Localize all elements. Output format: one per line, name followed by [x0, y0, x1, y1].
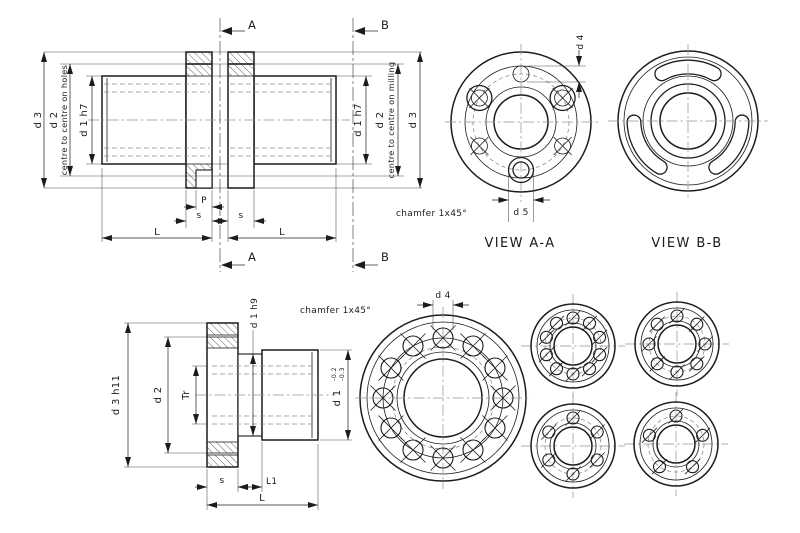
dim-label-d1-tol-lower: -0.3	[338, 367, 346, 381]
view-aa	[445, 34, 599, 251]
bottom-nut-body	[262, 350, 318, 440]
dim-label-s-right: s	[238, 211, 244, 221]
flange-variant-6-holes	[521, 394, 625, 498]
view-bb	[608, 44, 768, 251]
chamfer-note-bottom: chamfer 1x45°	[300, 306, 372, 316]
section-label-b-top: B	[381, 18, 390, 32]
dim-label-d3-right: d 3	[408, 111, 419, 129]
top-assembly-section-view	[33, 18, 467, 272]
dim-label-l1: L1	[266, 477, 278, 487]
section-label-b-bottom: B	[381, 250, 390, 264]
dim-label-d5: d 5	[513, 208, 529, 218]
dim-label-tr: Tr	[181, 390, 192, 400]
section-label-a-top: A	[248, 18, 257, 32]
dim-label-d2-right: d 2	[375, 111, 386, 129]
view-aa-title: VIEW A-A	[484, 236, 556, 251]
flange-variant-8-holes	[625, 292, 729, 396]
dim-label-d1-tol-upper: -0.2	[330, 367, 338, 381]
dim-label-d3h11: d 3 h11	[111, 374, 122, 416]
flange-notch	[196, 170, 212, 188]
flange-variant-10-holes	[521, 294, 625, 398]
dim-label-d1h7-right: d 1 h7	[353, 103, 364, 137]
dim-label-l-left: L	[154, 227, 160, 238]
dim-note-centre-milling: centre to centre on milling	[386, 61, 396, 179]
dim-label-d4-bottom: d 4	[435, 291, 451, 301]
dim-label-d2-left: d 2	[49, 111, 60, 129]
dim-label-l-bottom: L	[259, 493, 265, 504]
dim-label-p: P	[201, 196, 207, 206]
chamfer-note-top: chamfer 1x45°	[396, 209, 468, 219]
dim-label-d1-right: d 1	[332, 389, 343, 407]
view-aa-dim-d4	[527, 50, 586, 98]
view-bb-title: VIEW B-B	[651, 236, 723, 251]
dim-label-d1h9: d 1 h9	[250, 297, 260, 329]
section-label-a-bottom: A	[248, 250, 257, 264]
flange-variant-5-holes	[624, 392, 728, 496]
dim-label-d2-bottom: d 2	[153, 386, 164, 404]
dim-label-d3-left: d 3	[33, 111, 44, 129]
dim-label-s-left: s	[196, 211, 202, 221]
dim-label-d1h7-left: d 1 h7	[79, 103, 90, 137]
dim-label-l-right: L	[279, 227, 285, 238]
dim-label-d4-viewaa: d 4	[576, 34, 586, 50]
dim-note-centre-holes: centre to centre on holes	[59, 64, 69, 176]
dim-label-s-bottom: s	[219, 476, 225, 486]
bottom-flange-nut-section-view	[111, 298, 371, 510]
main-flange-face-view	[355, 291, 531, 489]
